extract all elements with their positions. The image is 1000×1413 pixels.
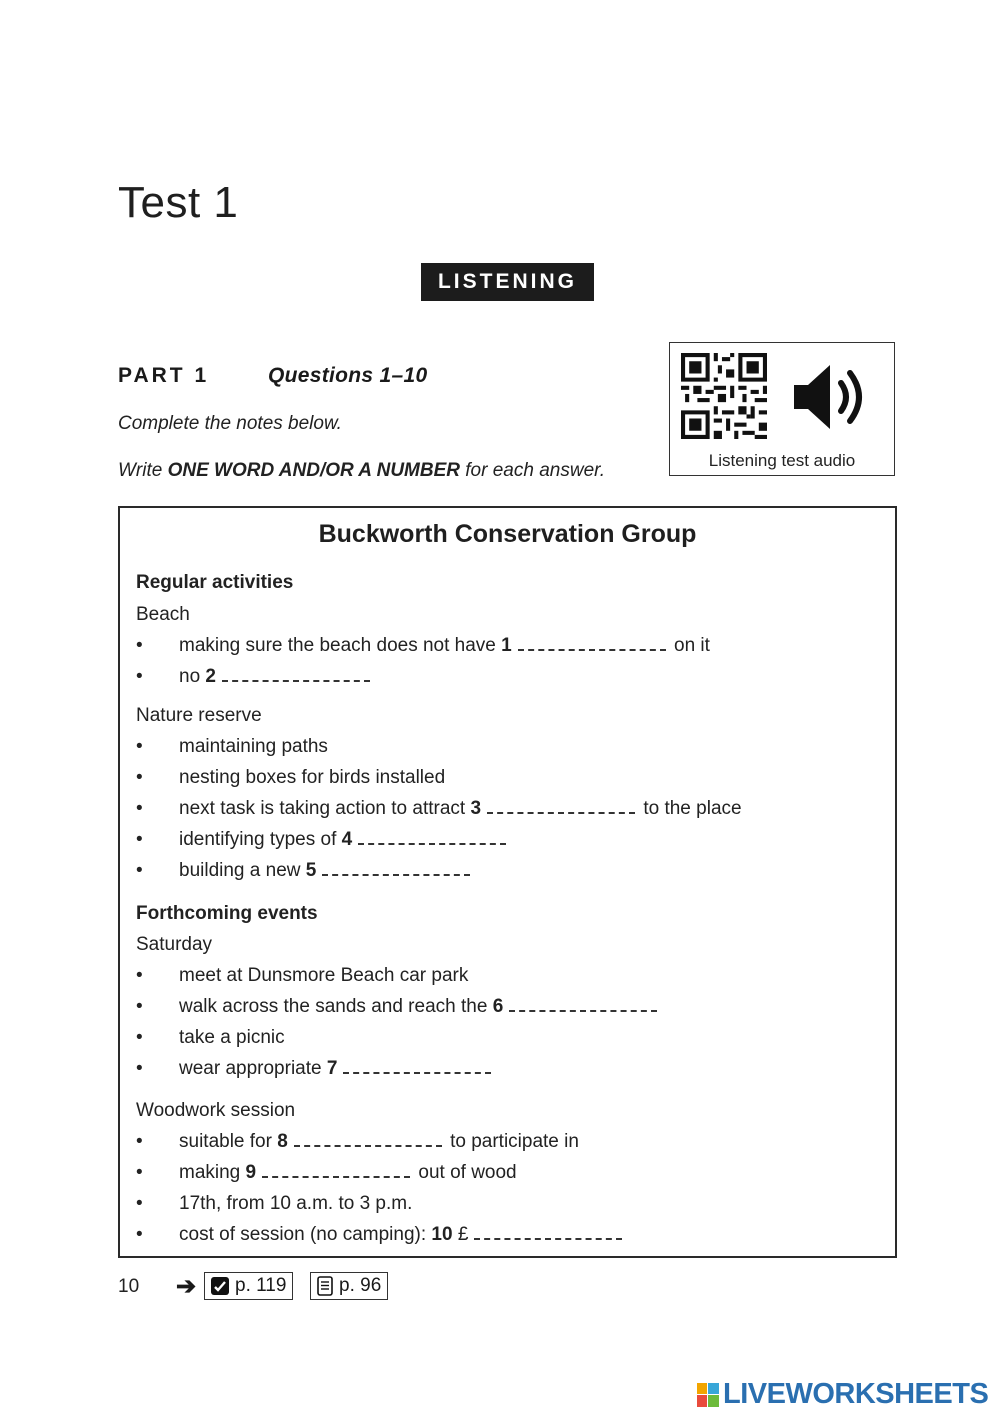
heading-regular-activities: Regular activities bbox=[136, 572, 294, 593]
transcript-icon bbox=[317, 1276, 333, 1296]
question-number: 6 bbox=[492, 996, 504, 1017]
subheading-beach: Beach bbox=[136, 604, 190, 625]
answer-key-page: p. 119 bbox=[235, 1275, 287, 1296]
currency-symbol: £ bbox=[457, 1224, 469, 1245]
answer-key-reference[interactable] bbox=[204, 1272, 293, 1300]
item-text: maintaining paths bbox=[179, 736, 328, 757]
item-text: to participate in bbox=[444, 1131, 579, 1152]
answer-gap-6[interactable] bbox=[509, 996, 657, 1012]
answer-gap-8[interactable] bbox=[294, 1131, 442, 1147]
subheading-woodwork-session: Woodwork session bbox=[136, 1100, 296, 1121]
answer-gap-1[interactable] bbox=[518, 635, 666, 651]
item-text: wear appropriate bbox=[179, 1058, 327, 1079]
transcript-page: p. 96 bbox=[339, 1275, 382, 1296]
question-number: 10 bbox=[431, 1224, 453, 1245]
part-heading bbox=[118, 364, 428, 388]
notes-title: Buckworth Conservation Group bbox=[318, 520, 697, 548]
bullet-icon: • bbox=[136, 666, 143, 687]
instruction-text: for each answer. bbox=[460, 460, 606, 481]
item-text: identifying types of bbox=[179, 829, 342, 850]
liveworksheets-logo-icon bbox=[697, 1383, 719, 1407]
item-text: walk across the sands and reach the bbox=[179, 996, 493, 1017]
item-text: out of wood bbox=[413, 1162, 517, 1183]
subheading-saturday: Saturday bbox=[136, 934, 213, 955]
bullet-icon: • bbox=[136, 860, 143, 881]
speaker-icon[interactable] bbox=[792, 361, 870, 433]
answer-gap-7[interactable] bbox=[343, 1058, 491, 1074]
answer-gap-5[interactable] bbox=[322, 860, 470, 876]
bullet-icon: • bbox=[136, 1193, 143, 1214]
item-text: meet at Dunsmore Beach car park bbox=[179, 965, 469, 986]
item-text: no bbox=[179, 666, 206, 687]
item-text: next task is taking action to attract bbox=[179, 798, 471, 819]
question-number: 9 bbox=[245, 1162, 257, 1183]
bullet-icon: • bbox=[136, 829, 143, 850]
question-number: 4 bbox=[341, 829, 353, 850]
instruction-line-2 bbox=[118, 460, 605, 482]
answer-gap-4[interactable] bbox=[358, 829, 506, 845]
question-number: 3 bbox=[470, 798, 482, 819]
item-text: building a new bbox=[179, 860, 306, 881]
bullet-icon: • bbox=[136, 1058, 143, 1079]
item-text: to the place bbox=[638, 798, 742, 819]
heading-forthcoming-events: Forthcoming events bbox=[136, 903, 318, 924]
bullet-icon: • bbox=[136, 1027, 143, 1048]
bullet-icon: • bbox=[136, 635, 143, 656]
item-text: cost of session (no camping): bbox=[179, 1224, 432, 1245]
item-text: take a picnic bbox=[179, 1027, 285, 1048]
question-number: 5 bbox=[305, 860, 317, 881]
item-text: nesting boxes for birds installed bbox=[179, 767, 446, 788]
answer-gap-2[interactable] bbox=[222, 666, 370, 682]
qr-code-icon[interactable] bbox=[681, 353, 767, 439]
bullet-icon: • bbox=[136, 1131, 143, 1152]
audio-label: Listening test audio bbox=[708, 451, 856, 470]
answer-key-icon bbox=[211, 1277, 229, 1295]
answer-gap-9[interactable] bbox=[262, 1162, 410, 1178]
bullet-icon: • bbox=[136, 1162, 143, 1183]
instruction-line-1: Complete the notes below. bbox=[118, 413, 342, 434]
bullet-icon: • bbox=[136, 736, 143, 757]
section-badge: LISTENING bbox=[421, 263, 594, 301]
answer-gap-3[interactable] bbox=[487, 798, 635, 814]
answer-gap-10[interactable] bbox=[474, 1224, 622, 1240]
subheading-nature-reserve: Nature reserve bbox=[136, 705, 262, 726]
question-number: 2 bbox=[205, 666, 216, 687]
item-text: making sure the beach does not have bbox=[179, 635, 502, 656]
question-number: 7 bbox=[326, 1058, 338, 1079]
instruction-emphasis: ONE WORD AND/OR A NUMBER bbox=[167, 460, 460, 481]
questions-range: Questions 1–10 bbox=[268, 364, 428, 387]
question-number: 8 bbox=[277, 1131, 288, 1152]
item-text: on it bbox=[668, 635, 710, 656]
test-title: Test 1 bbox=[118, 178, 239, 227]
bullet-icon: • bbox=[136, 965, 143, 986]
bullet-icon: • bbox=[136, 767, 143, 788]
notes-box bbox=[118, 506, 897, 1258]
item-text: suitable for bbox=[179, 1131, 278, 1152]
liveworksheets-logo bbox=[697, 1378, 988, 1411]
bullet-icon: • bbox=[136, 1224, 143, 1245]
question-number: 1 bbox=[501, 635, 512, 656]
bullet-icon: • bbox=[136, 798, 143, 819]
part-label: PART 1 bbox=[118, 364, 210, 387]
item-text: making bbox=[179, 1162, 246, 1183]
transcript-reference[interactable] bbox=[310, 1272, 388, 1300]
item-text: 17th, from 10 a.m. to 3 p.m. bbox=[179, 1193, 413, 1214]
page-number: 10 bbox=[118, 1276, 140, 1297]
liveworksheets-brand: LIVEWORKSHEETS bbox=[723, 1378, 989, 1410]
instruction-text: Write bbox=[118, 460, 168, 481]
audio-panel[interactable] bbox=[669, 342, 895, 476]
bullet-icon: • bbox=[136, 996, 143, 1017]
arrow-right-icon: ➔ bbox=[176, 1273, 197, 1300]
